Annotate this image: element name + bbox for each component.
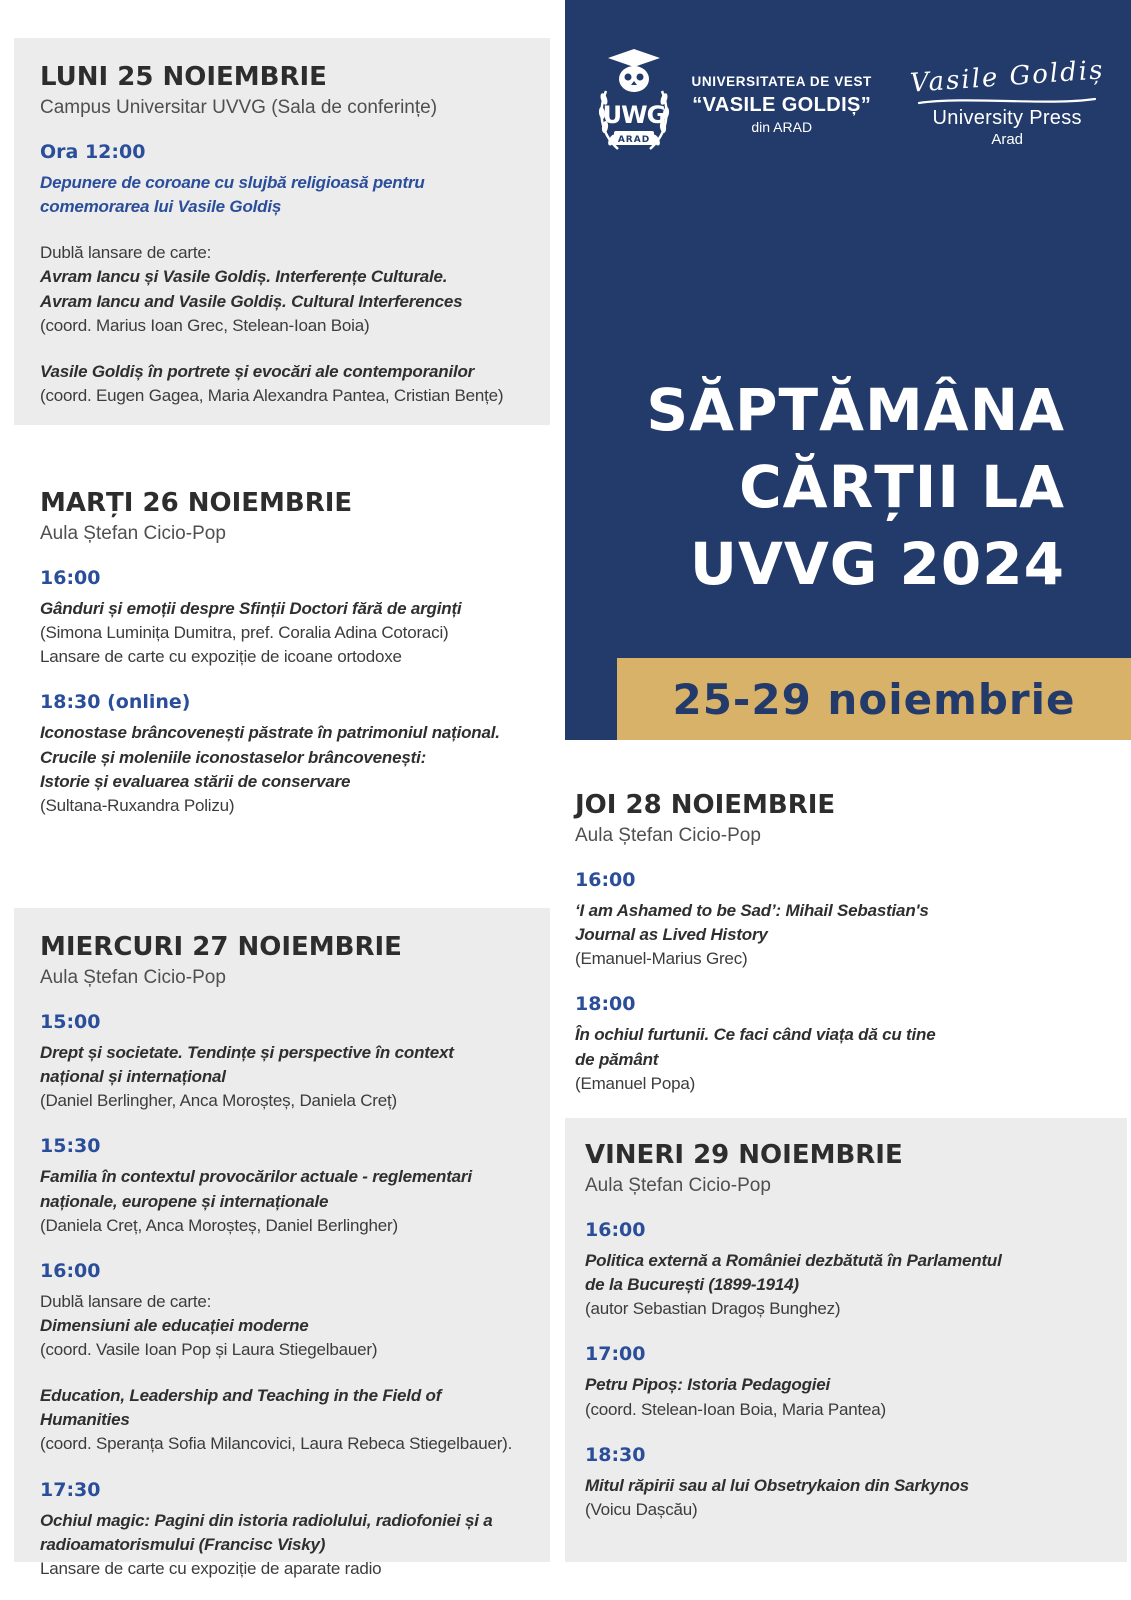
event-group bbox=[575, 869, 1121, 971]
event-line: În ochiul furtunii. Ce faci când viața dă cu tine bbox=[575, 1025, 936, 1045]
day-section-joi bbox=[565, 770, 1131, 1096]
university-line1: UNIVERSITATEA DE VEST bbox=[691, 73, 872, 89]
event-group bbox=[575, 993, 1121, 1095]
event-line: (coord. Stelean-Ioan Boia, Maria Pantea) bbox=[585, 1399, 887, 1419]
event-time: 15:30 bbox=[40, 1135, 101, 1158]
university-line2: “VASILE GOLDIȘ” bbox=[692, 93, 872, 116]
event-group bbox=[40, 691, 524, 818]
event-line: (Sultana-Ruxandra Polizu) bbox=[40, 795, 235, 815]
event-time: 17:00 bbox=[585, 1343, 646, 1366]
event-line: (coord. Vasile Ioan Pop și Laura Stiegelbauer) bbox=[40, 1340, 378, 1359]
event-line: Ochiul magic: Pagini din istoria radiolului, radiofoniei și a bbox=[40, 1510, 493, 1530]
day-section-miercuri bbox=[14, 908, 550, 1578]
event-line: (coord. Marius Ioan Grec, Stelean-Ioan Boia) bbox=[40, 315, 370, 335]
event-line: Dimensiuni ale educației moderne bbox=[40, 1315, 309, 1335]
day-venue: Campus Universitar UVVG (Sala de conferințe) bbox=[40, 97, 438, 118]
event-line: (Daniel Berlingher, Anca Moroșteș, Daniela Creț) bbox=[40, 1091, 398, 1111]
event-line: Drept și societate. Tendințe și perspective în context bbox=[40, 1043, 454, 1062]
event-line: Vasile Goldiș în portrete și evocări ale contemporanilor bbox=[40, 361, 475, 381]
svg-text:ARAD: ARAD bbox=[617, 135, 650, 145]
press-line2: Arad bbox=[991, 131, 1024, 148]
event-group bbox=[40, 1011, 524, 1113]
event-line: Mitul răpirii sau al lui Obsetrykaion din Sarkynos bbox=[585, 1475, 969, 1495]
event-group bbox=[40, 1260, 524, 1362]
event-line: Lansare de carte cu expoziție de icoane ortodoxe bbox=[40, 647, 402, 667]
event-line: Avram Iancu și Vasile Goldiș. Interferențe Culturale. bbox=[40, 267, 448, 287]
day-section-vineri bbox=[565, 1118, 1127, 1562]
event-group bbox=[40, 567, 524, 669]
university-press-logo bbox=[909, 55, 1106, 148]
event-group bbox=[585, 1219, 1107, 1321]
day-section-marti bbox=[14, 464, 550, 818]
event-line: ‘I am Ashamed to be Sad’: Mihail Sebastian's bbox=[575, 901, 929, 920]
event-line: de pământ bbox=[575, 1049, 659, 1069]
event-group bbox=[585, 1444, 1107, 1522]
university-name-block bbox=[692, 74, 872, 136]
day-venue: Aula Ștefan Cicio-Pop bbox=[40, 523, 226, 544]
navy-header-panel bbox=[565, 0, 1131, 740]
event-line: Avram Iancu and Vasile Goldiș. Cultural Interferences bbox=[40, 291, 463, 311]
event-line: Lansare de carte cu expoziție de aparate radio bbox=[40, 1558, 382, 1578]
signature-text: Vasile Goldiș bbox=[909, 55, 1106, 99]
date-range: 25-29 noiembrie bbox=[672, 674, 1076, 724]
event-line: Dublă lansare de carte: bbox=[40, 1291, 212, 1311]
poster-title-line: CĂRȚII LA bbox=[739, 453, 1065, 521]
event-line: (Simona Luminița Dumitra, pref. Coralia Adina Cotoraci) bbox=[40, 623, 449, 643]
date-range-band bbox=[617, 658, 1131, 740]
event-line: Education, Leadership and Teaching in the Field of Humanities bbox=[40, 1386, 442, 1430]
day-venue: Aula Ștefan Cicio-Pop bbox=[575, 825, 761, 846]
event-group bbox=[40, 1135, 524, 1237]
event-group bbox=[40, 360, 524, 408]
event-line: Iconostase brâncovenești păstrate în patrimoniul național. bbox=[40, 723, 500, 743]
svg-text:UWG: UWG bbox=[602, 101, 665, 129]
event-group bbox=[40, 241, 524, 338]
university-line3: din ARAD bbox=[751, 118, 813, 135]
event-group bbox=[40, 141, 524, 219]
uvvg-crest-icon bbox=[592, 47, 676, 163]
day-title: JOI 28 NOIEMBRIE bbox=[575, 790, 836, 820]
event-time: 18:30 bbox=[585, 1443, 646, 1466]
event-line: Journal as Lived History bbox=[575, 925, 768, 945]
event-line: comemorarea lui Vasile Goldiș bbox=[40, 197, 282, 217]
event-time: 18:30 (online) bbox=[40, 691, 191, 714]
event-list bbox=[40, 141, 524, 408]
event-line: (coord. Eugen Gagea, Maria Alexandra Pantea, Cristian Bențe) bbox=[40, 385, 504, 405]
event-line: (Daniela Creț, Anca Moroșteș, Daniel Berlingher) bbox=[40, 1215, 398, 1235]
event-group bbox=[40, 1384, 524, 1456]
event-line: (Emanuel-Marius Grec) bbox=[575, 949, 748, 969]
event-line: (autor Sebastian Dragoș Bunghez) bbox=[585, 1299, 841, 1319]
event-time: 17:30 bbox=[40, 1478, 101, 1501]
event-line: (Voicu Dașcău) bbox=[585, 1499, 698, 1519]
event-line: de la București (1899-1914) bbox=[585, 1275, 799, 1295]
event-line: naționale, europene și internaționale bbox=[40, 1191, 329, 1211]
poster-title-line: SĂPTĂMÂNA bbox=[646, 376, 1065, 444]
event-list bbox=[585, 1219, 1107, 1522]
event-group bbox=[585, 1343, 1107, 1421]
logo-row bbox=[565, 40, 1131, 170]
event-time: 16:00 bbox=[585, 1219, 646, 1241]
event-line: Dublă lansare de carte: bbox=[40, 243, 212, 263]
day-venue: Aula Ștefan Cicio-Pop bbox=[40, 967, 226, 988]
event-line: Istorie și evaluarea stării de conservare bbox=[40, 771, 351, 791]
event-time: 16:00 bbox=[40, 567, 101, 589]
event-line: național și internațional bbox=[40, 1067, 226, 1087]
day-title: VINERI 29 NOIEMBRIE bbox=[585, 1140, 903, 1170]
poster-title bbox=[545, 372, 1065, 603]
event-list bbox=[40, 567, 524, 818]
day-section-luni bbox=[14, 38, 550, 425]
event-line: Crucile și moleniile iconostaselor brâncovenești: bbox=[40, 747, 427, 767]
event-line: (Emanuel Popa) bbox=[575, 1073, 696, 1093]
event-line: Gânduri și emoții despre Sfinții Doctori fără de arginți bbox=[40, 599, 462, 618]
event-time: 16:00 bbox=[40, 1259, 101, 1282]
day-venue: Aula Ștefan Cicio-Pop bbox=[585, 1175, 771, 1196]
event-line: Depunere de coroane cu slujbă religioasă pentru bbox=[40, 173, 425, 192]
event-line: Politica externă a României dezbătută în Parlamentul bbox=[585, 1251, 1002, 1270]
day-title: LUNI 25 NOIEMBRIE bbox=[40, 62, 327, 92]
event-time: 15:00 bbox=[40, 1011, 101, 1033]
press-line1: University Press bbox=[932, 107, 1082, 129]
day-title: MARȚI 26 NOIEMBRIE bbox=[40, 488, 353, 518]
day-title: MIERCURI 27 NOIEMBRIE bbox=[40, 932, 402, 962]
event-line: radioamatorismului (Francisc Visky) bbox=[40, 1534, 326, 1554]
event-time: Ora 12:00 bbox=[40, 141, 146, 163]
event-group bbox=[40, 1479, 524, 1581]
event-time: 16:00 bbox=[575, 869, 636, 891]
event-list bbox=[40, 1011, 524, 1581]
event-line: (coord. Speranța Sofia Milancovici, Laura Rebeca Stiegelbauer). bbox=[40, 1434, 513, 1454]
event-line: Familia în contextul provocărilor actuale - reglementari bbox=[40, 1167, 472, 1187]
event-list bbox=[575, 869, 1121, 1096]
poster-title-line: UVVG 2024 bbox=[689, 530, 1065, 598]
event-time: 18:00 bbox=[575, 993, 636, 1016]
event-line: Petru Pipoș: Istoria Pedagogiei bbox=[585, 1375, 831, 1395]
